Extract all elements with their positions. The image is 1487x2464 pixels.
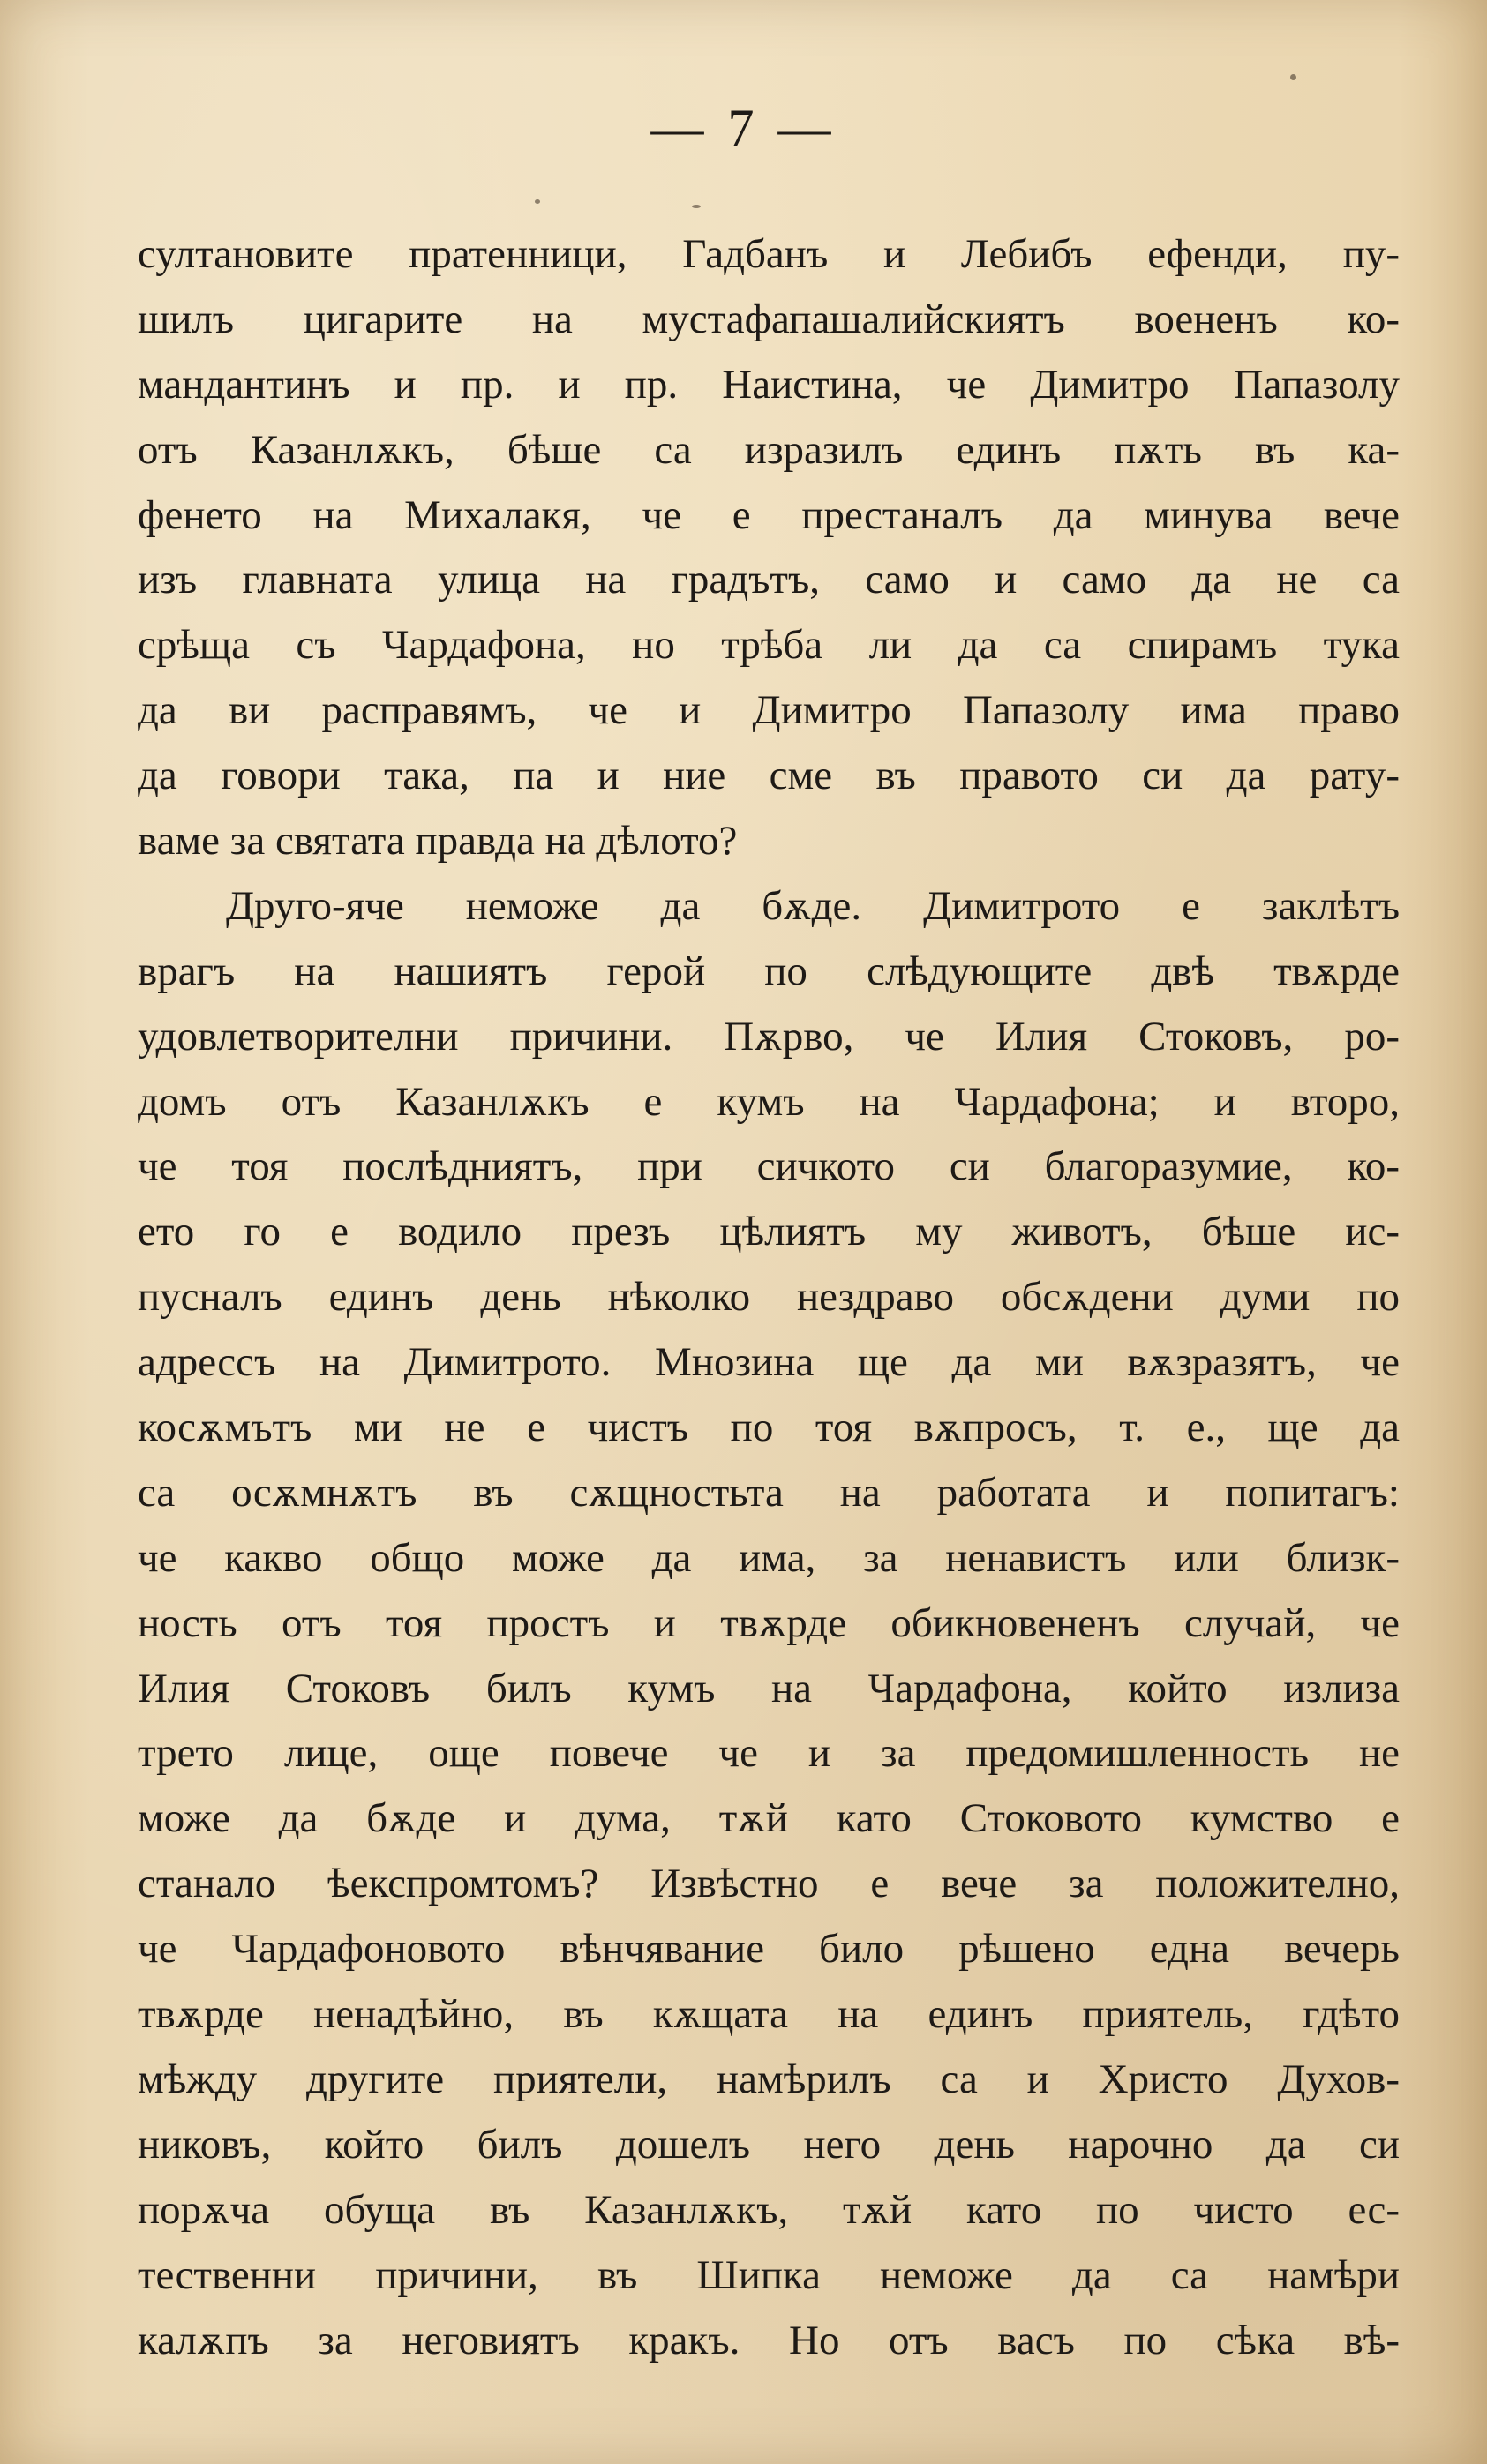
text-line: станало ѣекспромтомъ? Извѣстно е вече за положително,: [138, 1861, 1400, 1907]
text-line: че какво общо може да има, за ненавистъ или близк-: [138, 1534, 1400, 1581]
paper-speck: [1290, 74, 1296, 80]
text-line: ето го е водило презъ цѣлиятъ му животъ, бѣше ис-: [138, 1209, 1400, 1255]
text-line: трето лице, още повече че и за предомишленность не: [138, 1730, 1400, 1777]
paper-speck: [692, 205, 701, 208]
text-line: калѫпъ за неговиятъ кракъ. Но отъ васъ по сѣка вѣ-: [138, 2317, 1400, 2363]
paper-speck: [535, 199, 540, 204]
text-line: адрессъ на Димитрото. Мнозина ще да ми вѫзразятъ, че: [138, 1339, 1400, 1386]
text-line: Илия Стоковъ билъ кумъ на Чардафона, който излиза: [138, 1665, 1400, 1711]
text-line: врагъ на нашиятъ герой по слѣдующите двѣ твѫрде: [138, 947, 1400, 994]
text-line: твѫрде ненадѣйно, въ кѫщата на единъ приятель, гдѣто: [138, 1991, 1400, 2038]
text-line: да говори така, па и ние сме въ правото си да рату-: [138, 753, 1400, 799]
text-line: фенето на Михалакя, че е престаналъ да минува вече: [138, 491, 1400, 538]
page-number: — 7 —: [650, 99, 837, 157]
text-line: изъ главната улица на градътъ, само и само да не са: [138, 557, 1400, 603]
text-line: никовъ, който билъ дошелъ него день нарочно да си: [138, 2121, 1400, 2168]
text-line: ность отъ тоя простъ и твѫрде обикновененъ случай, че: [138, 1599, 1400, 1646]
text-line: мѣжду другите приятели, намѣрилъ са и Христо Духов-: [138, 2056, 1400, 2102]
text-line: са осѫмнѫтъ въ сѫщностьта на работата и попитагъ:: [138, 1469, 1400, 1516]
text-line: домъ отъ Казанлѫкъ е кумъ на Чардафона; и второ,: [138, 1078, 1400, 1125]
text-line: ваме за святата правда на дѣлото?: [138, 818, 738, 865]
text-line: удовлетворителни причини. Пѫрво, че Илия Стоковъ, ро-: [138, 1013, 1400, 1060]
text-line: султановите пратенници, Гадбанъ и Лебибъ ефенди, пу-: [138, 231, 1400, 277]
text-line: че Чардафоновото вѣнчявание било рѣшено една вечерь: [138, 1926, 1400, 1973]
text-line: пусналъ единъ день нѣколко нездраво обсѫдени думи по: [138, 1274, 1400, 1321]
text-body: [138, 222, 1400, 2373]
text-line: косѫмътъ ми не е чистъ по тоя вѫпросъ, т. е., ще да: [138, 1404, 1400, 1451]
text-line: Друго-яче неможе да бѫде. Димитрото е заклѣтъ: [226, 882, 1400, 929]
text-line: може да бѫде и дума, тѫй като Стоковото кумство е: [138, 1795, 1400, 1842]
text-line: да ви расправямъ, че и Димитро Папазолу има право: [138, 687, 1400, 734]
text-line: шилъ цигарите на мустафапашалийскиятъ воененъ ко-: [138, 296, 1400, 342]
text-line: мандантинъ и пр. и пр. Наистина, че Димитро Папазолу: [138, 361, 1400, 408]
text-line: че тоя послѣдниятъ, при сичкото си благоразумие, ко-: [138, 1143, 1400, 1190]
text-line: порѫча обуща въ Казанлѫкъ, тѫй като по чисто ес-: [138, 2186, 1400, 2233]
text-line: тественни причини, въ Шипка неможе да са намѣри: [138, 2251, 1400, 2298]
text-line: срѣща съ Чардафона, но трѣба ли да са спирамъ тука: [138, 622, 1400, 669]
text-line: отъ Казанлѫкъ, бѣше са изразилъ единъ пѫть въ ка-: [138, 426, 1400, 473]
